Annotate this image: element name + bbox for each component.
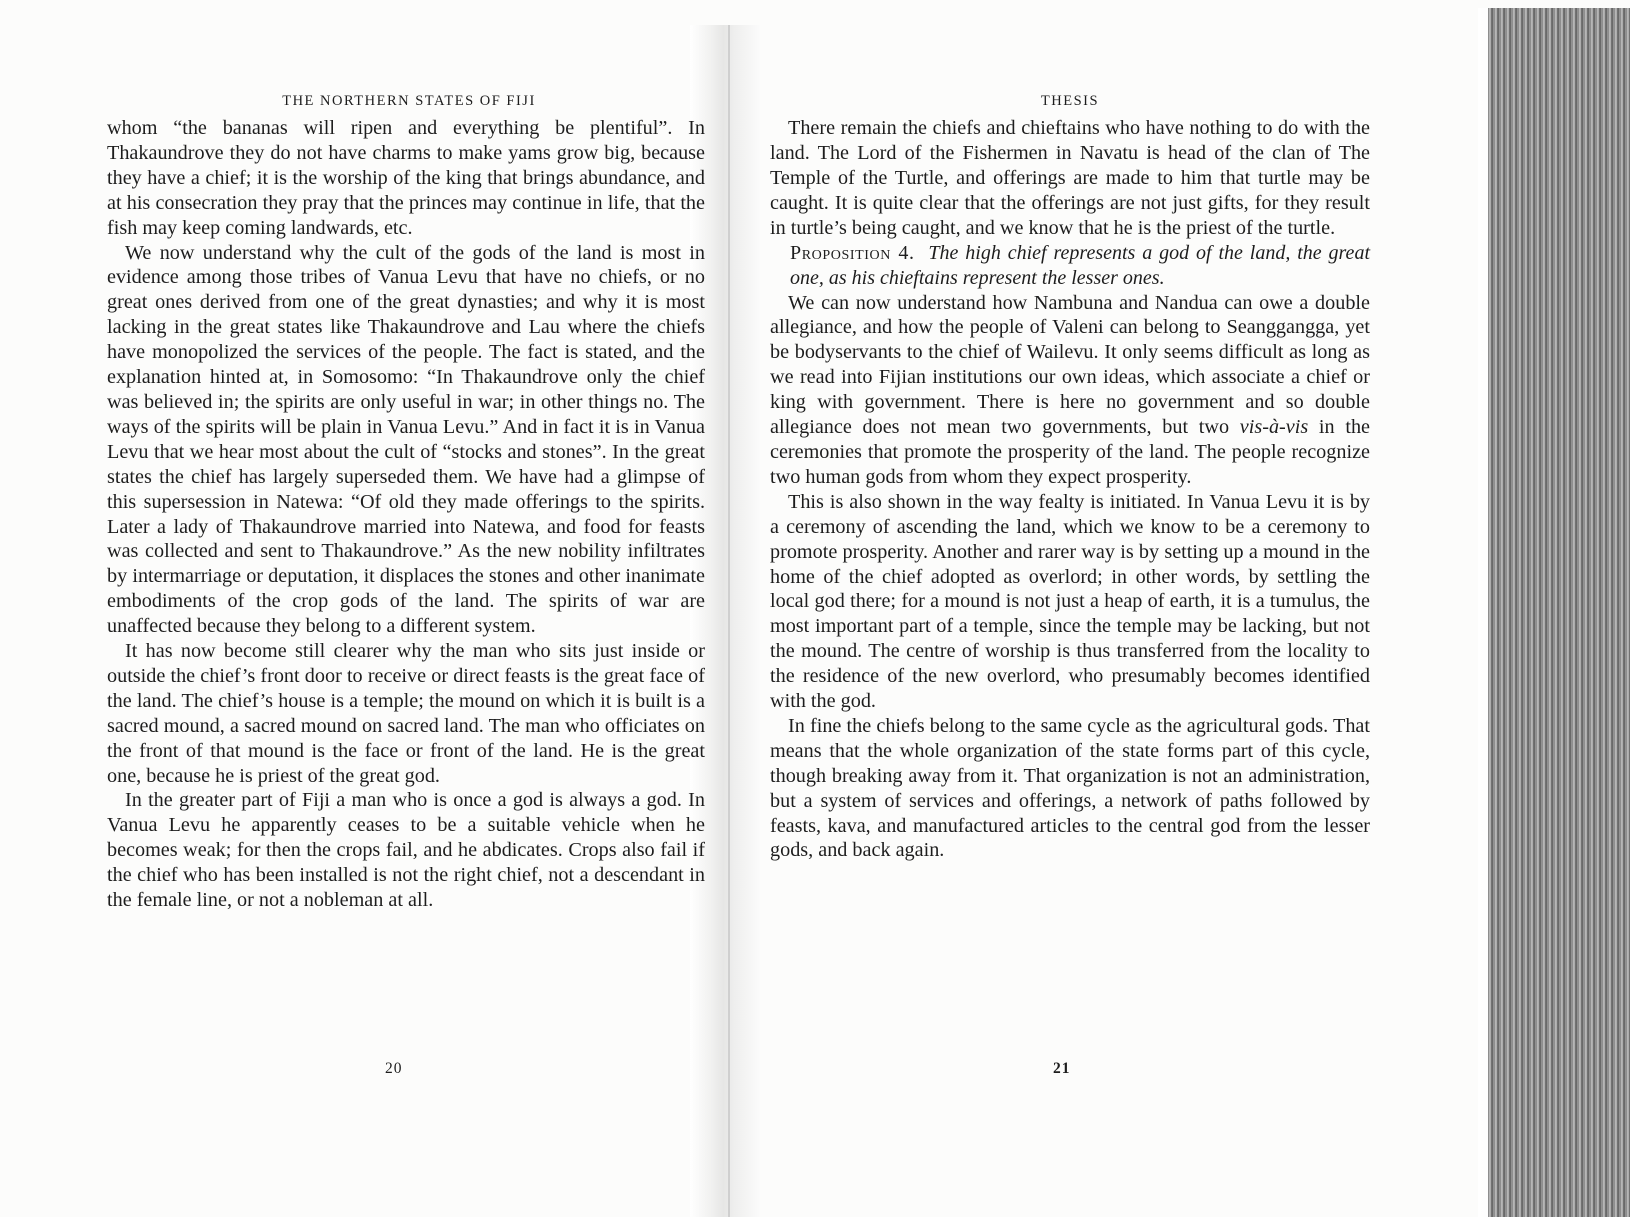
right-paragraph-cycle: In fine the chiefs belong to the same cycle as the agricultural gods. That means that the whole organization of the state forms part of this cycle, though breaking away from it. That organization is not an administration, but a system of services and offerings, a network of paths followed by feasts, kava, and manufactured articles to the central god from the lesser gods, and back again. [770,714,1370,862]
right-body-text [770,116,1370,863]
proposition-4 [770,241,1370,291]
right-page-number: 21 [1053,1060,1071,1077]
right-page [770,90,1370,863]
left-paragraph-1: whom “the bananas will ripen and everything be plentiful”. In Thakaundrove they do not have charms to make yams grow big, because they have a chief; it is the worship of the king that brings abundance, and at his consecration they pray that the princes may continue in life, that the fish may keep coming landwards, etc. [107,117,705,239]
right-running-head: THESIS [1040,93,1100,109]
left-paragraph-2: We now understand why the cult of the gods of the land is most in evidence among those tribes of Vanua Levu that have no chiefs, or no great ones derived from one of the great dynasties; and why it is most lacking in the great states like Thakaundrove and Lau where the chiefs have monopolized the services of the people. The fact is stated, and the explanation hinted at, in Somosomo: “In Thakaundrove only the chief was believed in; the spirits are only useful in war; in other things no. The ways of the spirits will be plain in Vanua Levu.” And in fact it is in Vanua Levu that we hear most about the cult of “stocks and stones”. In the great states the chief has largely superseded them. We have had a glimpse of this supersession in Natewa: “Of old they made offerings to the spirits. Later a lady of Thakaundrove married into Natewa, and food for feasts was collected and sent to Thakaundrove.” As the new nobility infiltrates by intermarriage or deputation, it displaces the stones and other inanimate embodiments of the crop gods of the land. The spirits of war are unaffected because they belong to a different system. [107,241,705,638]
left-page [107,90,705,913]
right-paragraph-opening: There remain the chiefs and chieftains who have nothing to do with the land. The Lord of the Fishermen in Navatu is head of the clan of The Temple of the Turtle, and offerings are made to him that turtle may be caught. It is quite clear that the offerings are not just gifts, for they result in turtle’s being caught, and we know that he is the priest of the turtle. [770,117,1370,239]
allegiance-text-end: in the ceremonies that promote the prosperity of the land. The people recognize two human gods from whom they expect prosperity. [770,416,1371,488]
right-paragraph-allegiance [770,291,1370,490]
allegiance-text-start: We can now understand how Nambuna and Nandua can owe a double allegiance, and how the people of Valeni can belong to Seanggangga, yet be bodyservants to the chief of Wailevu. It only seems difficult as long as we read into Fijian institutions our own ideas, which associate a chief or king with government. There is here no government and so double allegiance does not mean two governments, but two [770,291,1370,439]
gutter-fold-line [728,25,730,1217]
left-running-head: THE NORTHERN STATES OF FIJI [282,93,536,109]
left-body-text [107,116,705,913]
right-paragraph-fealty: This is also shown in the way fealty is initiated. In Vanua Levu it is by a ceremony of ascending the land, which we know to be a ceremony to promote prosperity. Another and rarer way is by setting up a mound in the home of the chief adopted as overlord; in other words, by settling the local god there; for a mound is not just a heap of earth, it is a tumulus, the most important part of a temple, since the temple may be lacking, but not the mound. The centre of worship is thus transferred from the locality to the residence of the new overlord, who presumably becomes identified with the god. [770,490,1370,713]
left-paragraph-3: It has now become still clearer why the man who sits just inside or outside the chief’s front door to receive or direct feasts is the great face of the land. The chief’s house is a temple; the mound on which it is built is a sacred mound, a sacred mound on sacred land. The man who officiates on the front of that mound is the face or front of the land. He is the great one, because he is priest of the great god. [107,640,705,787]
proposition-label: Proposition 4. [790,241,915,264]
proposition-text: The high chief represents a god of the land, the great one, as his chieftains represent the lesser ones. [790,241,1370,289]
allegiance-italic-term: vis-à-vis [1239,416,1309,439]
left-page-number: 20 [385,1060,403,1077]
page-stack-edge [1488,8,1630,1217]
left-paragraph-4: In the greater part of Fiji a man who is once a god is always a god. In Vanua Levu he apparently ceases to be a suitable vehicle when he becomes weak; for then the crops fail, and he abdicates. Crops also fail if the chief who has been installed is not the right chief, not a descendant in the female line, or not a nobleman at all. [107,789,705,912]
